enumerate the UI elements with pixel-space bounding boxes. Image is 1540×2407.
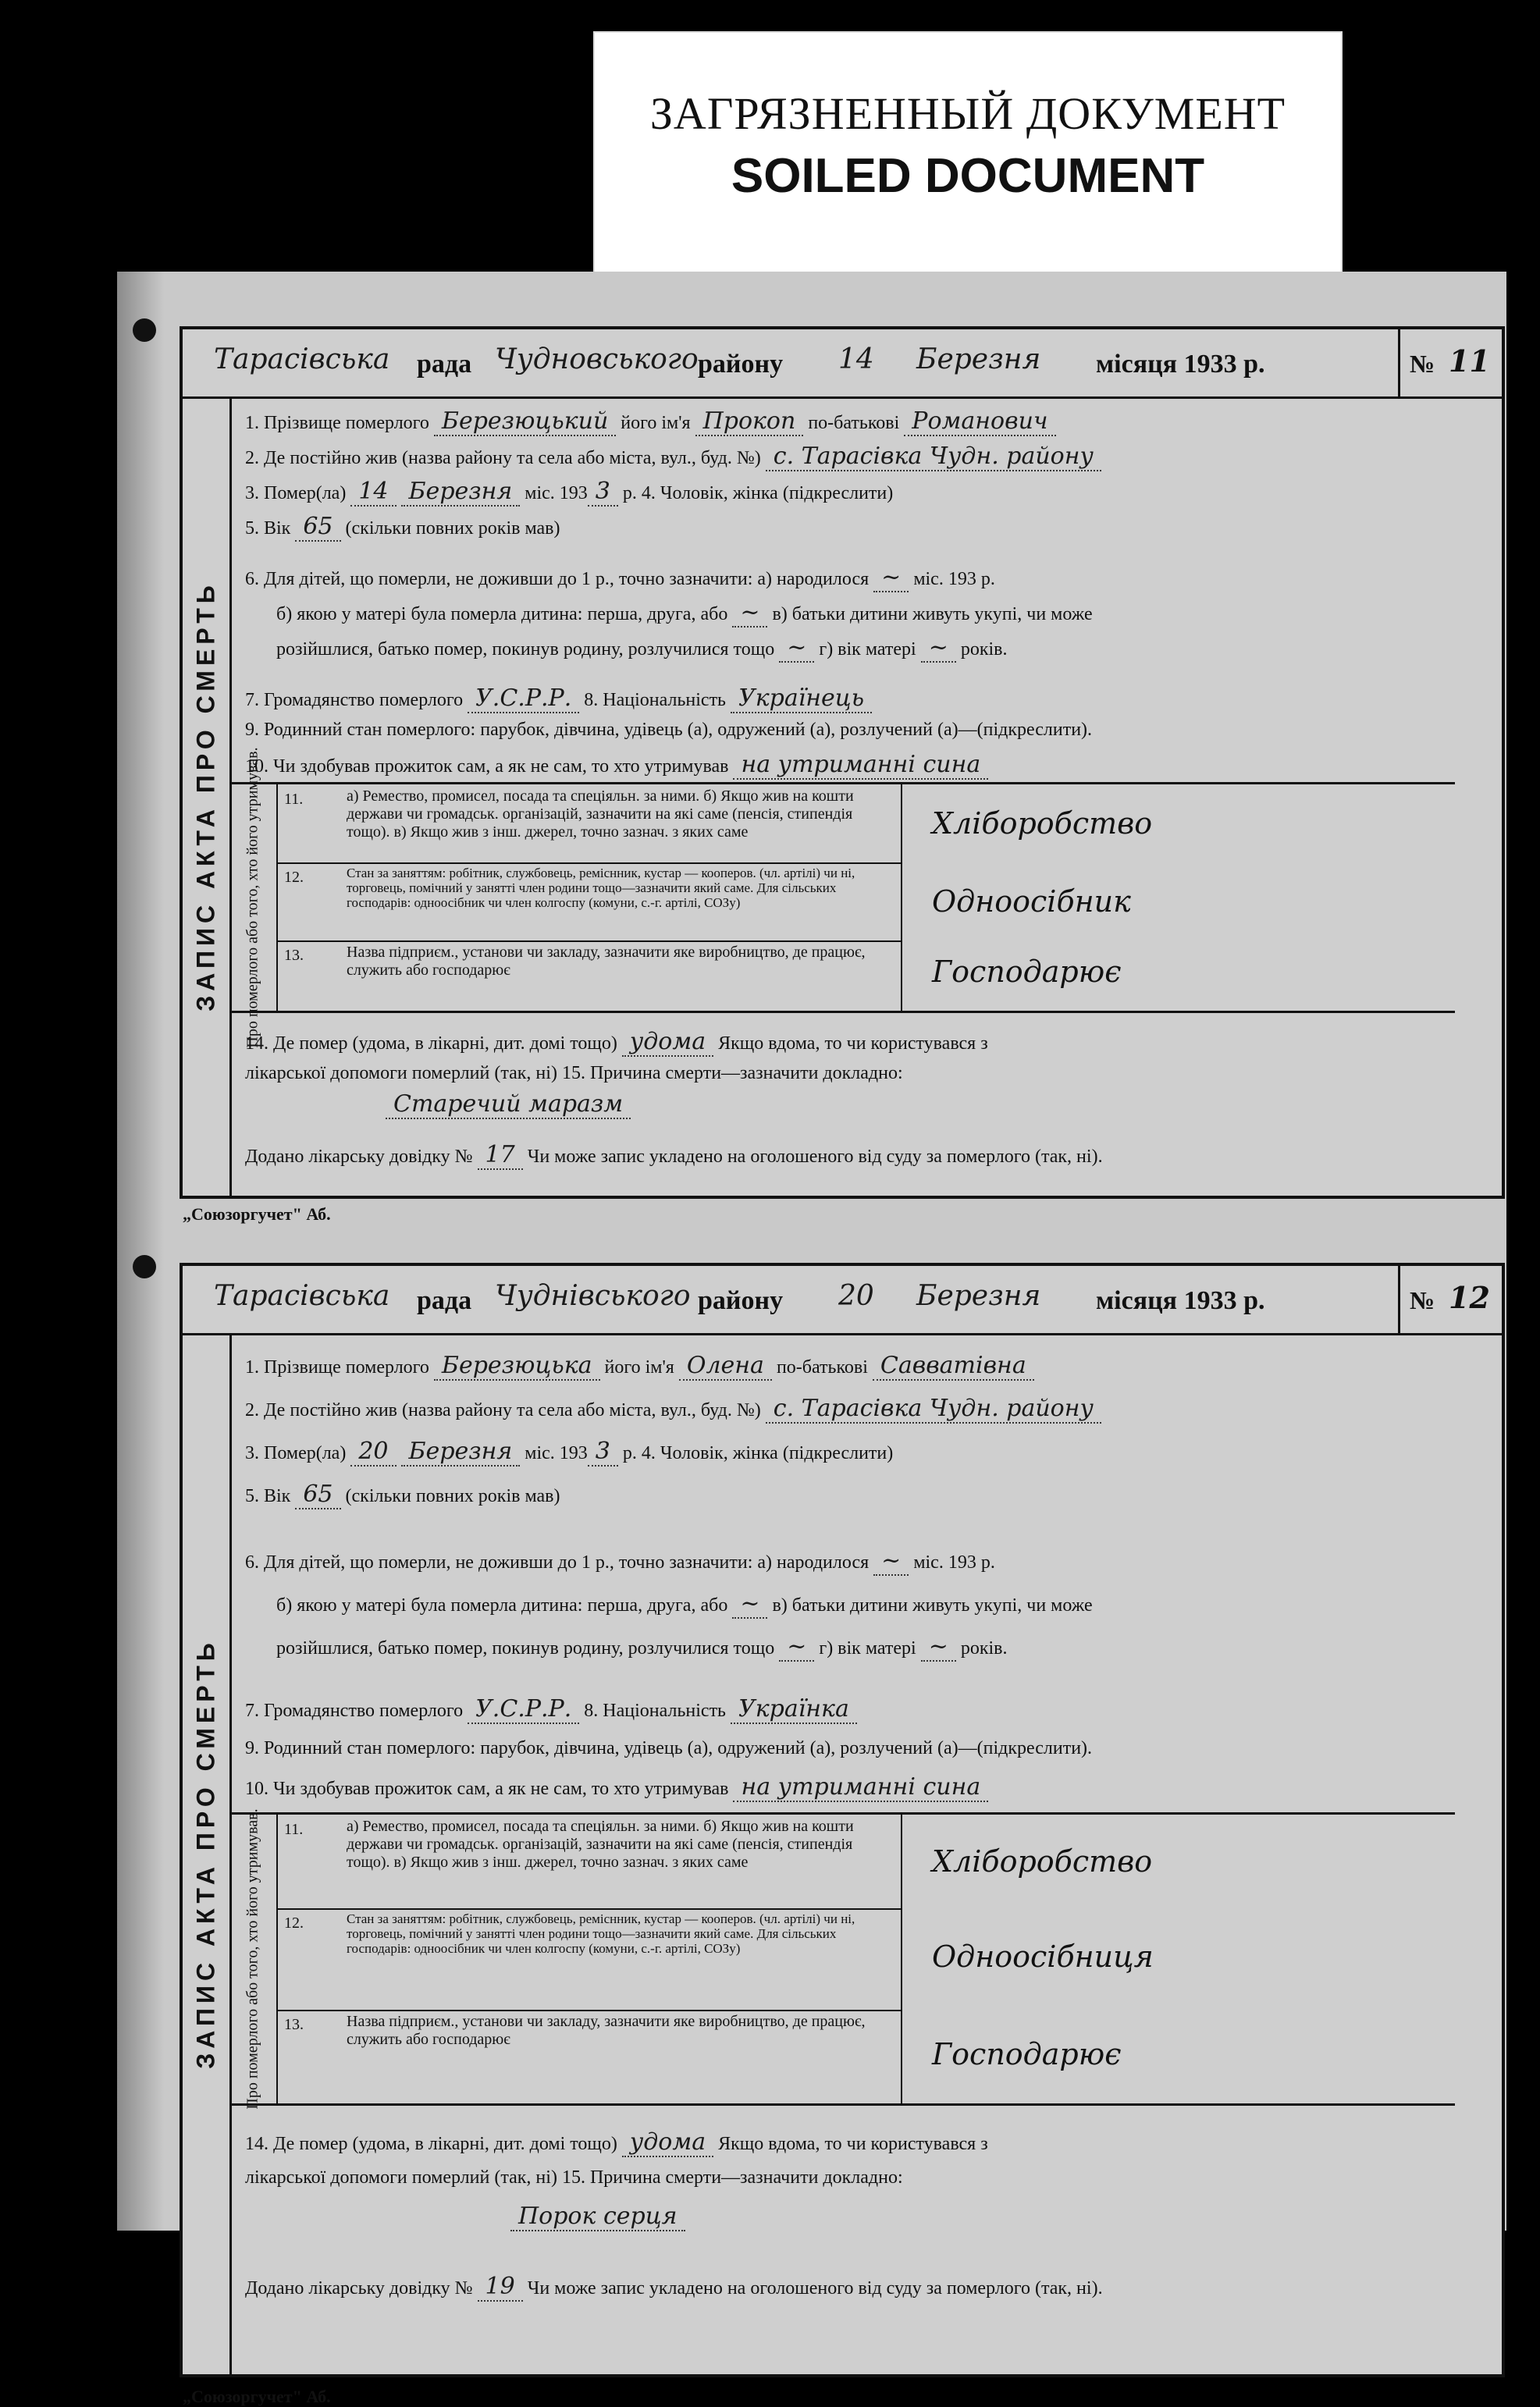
binder-hole	[133, 1255, 156, 1278]
row-citizenship: 7. Громадянство померлого У.С.Р.Р. 8. Національність Українка	[245, 1695, 857, 1724]
record-day: 14	[838, 343, 874, 375]
year-digit: 3	[588, 478, 618, 507]
row-support: 10. Чи здобував прожиток сам, а як не сам, то хто утримував на утриманні сина	[245, 1773, 988, 1802]
paper-edge	[117, 272, 164, 2231]
raion-label: району	[698, 350, 784, 379]
died-where: удома	[622, 2128, 713, 2157]
row-certificate: Додано лікарську довідку № 17 Чи може запис укладено на оголошеного від суду за померлого (так, ні).	[245, 1141, 1103, 1168]
record-header	[183, 329, 1502, 399]
row-name: 1. Прізвище померлого Березюцька його ім'я Олена по-батькові Савватівна	[245, 1352, 1034, 1381]
occupation-block: Про померлого або того, хто його утримував. 11. а) Ремество, промисел, посада та спеціяльн. за ними. б) Якщо жив на кошти держави чи громадськ. організацій, зазначити на які саме (пенсія, стипендія тощо). в) Якщо жив з інш. джерел, точно зазнач. з яких саме 12. Стан за заняттям: робітник, службовець, реміснник, кустар — кооперов. (чл. артілі) чи ні, торговець, помічний у занятті член родини тощо—зазначити який саме. Для сільських господарів: одноосібник чи член колгоспу (комуни, с.-г. артілі, СОЗу) 13. Назва підприєм., установи чи закладу, зазначити яке виробництво, де працює, служить або господарює Хліборобство Одноосібниця Господарює	[229, 1812, 1455, 2106]
record-number-box	[1398, 329, 1502, 396]
nationality: Українка	[731, 1695, 857, 1724]
binder-hole	[133, 318, 156, 342]
raion-name: Чуднівського	[495, 1280, 691, 1312]
record-number: 11	[1449, 343, 1490, 379]
certificate-number: 19	[478, 2273, 523, 2302]
supported-by: на утриманні сина	[733, 1773, 988, 1802]
row-marital: 9. Родинний стан померлого: парубок, дівчина, удівець (а), одружений (а), розлучений (а)—(підкреслити).	[245, 720, 1093, 740]
died-month: Березня	[401, 1438, 521, 1467]
number-label: №	[1410, 350, 1435, 378]
occupation-block: Про померлого або того, хто його утримував. 11. а) Ремество, промисел, посада та спеціяльн. за ними. б) Якщо жив на кошти держави чи громадськ. організацій, зазначити на які саме (пенсія, стипендія тощо). в) Якщо жив з інш. джерел, точно зазнач. з яких саме 12. Стан за заняттям: робітник, службовець, реміснник, кустар — кооперов. (чл. артілі) чи ні, торговець, помічний у занятті член родини тощо—зазначити який саме. Для сільських господарів: одноосібник чи член колгоспу (комуни, с.-г. артілі, СОЗу) 13. Назва підприєм., установи чи закладу, зазначити яке виробництво, де працює, служить або господарює Хліборобство Одноосібник Господарює	[229, 782, 1455, 1013]
first-name: Олена	[679, 1352, 772, 1381]
record-header	[183, 1266, 1502, 1335]
side-title: ЗАПИС АКТА ПРО СМЕРТЬ	[183, 396, 232, 1196]
occupation-value: Хліборобство	[932, 1844, 1153, 1879]
workplace-value: Господарює	[932, 2037, 1122, 2071]
row-cause	[510, 2203, 685, 2231]
printer-mark: „Союзоргучет" Аб.	[183, 2387, 331, 2406]
status-value: Одноосібник	[932, 884, 1131, 919]
record-number: 12	[1449, 1280, 1490, 1315]
row-certificate: Додано лікарську довідку № 19 Чи може запис укладено на оголошеного від суду за померлого (так, ні).	[245, 2273, 1103, 2300]
citizenship: У.С.Р.Р.	[468, 684, 579, 713]
rada-label: рада	[417, 350, 472, 379]
record-month: Березня	[916, 343, 1041, 375]
row-cause	[386, 1090, 631, 1119]
stamp-russian-text: ЗАГРЯЗНЕННЫЙ ДОКУМЕНТ	[649, 88, 1286, 139]
record-day: 20	[838, 1280, 874, 1312]
age: 65	[295, 1481, 340, 1509]
row-died-date: 3. Помер(ла) 14 Березня міс. 193 3 р. 4. Чоловік, жінка (підкреслити)	[245, 478, 894, 505]
residence: с. Тарасівка Чудн. району	[766, 1395, 1101, 1424]
row-child-born: 6. Для дітей, що померли, не доживши до 1 р., точно зазначити: а) народилося ~ міс. 193 р.	[245, 1547, 995, 1574]
document-page	[117, 272, 1506, 2406]
status-row: 12. Стан за заняттям: робітник, службовець, реміснник, кустар — кооперов. (чл. артілі) чи ні, торговець, помічний у занятті член родини тощо—зазначити який саме. Для сільських господарів: одноосібник чи член колгоспу (комуни, с.-г. артілі, СОЗу)	[276, 862, 901, 942]
death-record-card-2	[180, 1263, 1505, 2377]
row-child-parents: розійшлися, батько помер, покинув родину, розлучилися тощо ~ г) вік матері ~ років.	[276, 634, 1008, 661]
supported-by: на утриманні сина	[733, 751, 988, 780]
workplace-value: Господарює	[932, 955, 1122, 989]
occupation-value: Хліборобство	[932, 806, 1153, 841]
row-child-born: 6. Для дітей, що померли, не доживши до 1 р., точно зазначити: а) народилося ~ міс. 193 р.	[245, 564, 995, 591]
raion-name: Чудновського	[495, 343, 699, 375]
row-residence: 2. Де постійно жив (назва району та села або міста, вул., буд. №) с. Тарасівка Чудн. району	[245, 443, 1101, 471]
died-day: 20	[350, 1438, 396, 1467]
died-day: 14	[350, 478, 396, 507]
printer-mark: „Союзоргучет" Аб.	[183, 1204, 331, 1224]
row-died-where: 14. Де помер (удома, в лікарні, дит. домі тощо) удома Якщо вдома, то чи користувався з	[245, 2128, 988, 2156]
row-child-order: б) якою у матері була померла дитина: перша, друга, або ~ в) батьки дитини живуть укупі, чи може	[276, 1590, 1093, 1617]
row-citizenship: 7. Громадянство померлого У.С.Р.Р. 8. Національність Українець	[245, 684, 872, 713]
rada-label: рада	[417, 1286, 472, 1315]
occupation-row: 11. а) Ремество, промисел, посада та спеціяльн. за ними. б) Якщо жив на кошти держави чи громадськ. організацій, зазначити на які саме (пенсія, стипендія тощо). в) Якщо жив з інш. джерел, точно зазнач. з яких саме	[276, 784, 901, 864]
row-died-where: 14. Де помер (удома, в лікарні, дит. домі тощо) удома Якщо вдома, то чи користувався з	[245, 1028, 988, 1055]
row-marital: 9. Родинний стан померлого: парубок, дівчина, удівець (а), одружений (а), розлучений (а)—(підкреслити).	[245, 1738, 1093, 1758]
patronymic: Романович	[904, 407, 1055, 436]
raion-label: району	[698, 1286, 784, 1315]
status-value: Одноосібниця	[932, 1939, 1154, 1974]
first-name: Прокоп	[695, 407, 804, 436]
record-month: Березня	[916, 1280, 1041, 1312]
row-died-date: 3. Помер(ла) 20 Березня міс. 193 3 р. 4. Чоловік, жінка (підкреслити)	[245, 1438, 894, 1465]
nationality: Українець	[731, 684, 872, 713]
death-record-card-1	[180, 326, 1505, 1199]
year-digit: 3	[588, 1438, 618, 1467]
surname: Березюцька	[434, 1352, 600, 1381]
rada-name: Тарасівська	[214, 1280, 390, 1312]
died-where: удома	[622, 1028, 713, 1057]
row-child-parents: розійшлися, батько помер, покинув родину, розлучилися тощо ~ г) вік матері ~ років.	[276, 1633, 1008, 1660]
certificate-number: 17	[478, 1141, 523, 1170]
row-age: 5. Вік 65 (скільки повних років мав)	[245, 513, 560, 540]
surname: Березюцький	[434, 407, 616, 436]
occupation-row: 11. а) Ремество, промисел, посада та спеціяльн. за ними. б) Якщо жив на кошти держави чи громадськ. організацій, зазначити на які саме (пенсія, стипендія тощо). в) Якщо жив з інш. джерел, точно зазнач. з яких саме	[276, 1815, 901, 1910]
soiled-document-label	[593, 31, 1343, 281]
workplace-row: 13. Назва підприєм., установи чи закладу, зазначити яке виробництво, де працює, служить або господарює	[284, 944, 866, 979]
stamp-english-text: SOILED DOCUMENT	[731, 149, 1205, 203]
workplace-row: 13. Назва підприєм., установи чи закладу, зазначити яке виробництво, де працює, служить або господарює	[284, 2013, 866, 2048]
row-age: 5. Вік 65 (скільки повних років мав)	[245, 1481, 560, 1508]
died-month: Березня	[401, 478, 521, 507]
cause-of-death: Порок серця	[510, 2203, 685, 2231]
month-label: місяця 1933 р.	[1096, 350, 1265, 379]
status-row: 12. Стан за заняттям: робітник, службовець, реміснник, кустар — кооперов. (чл. артілі) чи ні, торговець, помічний у занятті член родини тощо—зазначити який саме. Для сільських господарів: одноосібник чи член колгоспу (комуни, с.-г. артілі, СОЗу)	[276, 1908, 901, 2011]
residence: с. Тарасівка Чудн. району	[766, 443, 1101, 471]
rada-name: Тарасівська	[214, 343, 390, 375]
patronymic: Савватівна	[873, 1352, 1034, 1381]
record-number-box	[1398, 1266, 1502, 1333]
row-cause-label: лікарської допомоги померлий (так, ні) 15. Причина смерти—зазначити докладно:	[245, 2167, 903, 2188]
citizenship: У.С.Р.Р.	[468, 1695, 579, 1724]
row-support: 10. Чи здобував прожиток сам, а як не сам, то хто утримував на утриманні сина	[245, 751, 988, 780]
month-label: місяця 1933 р.	[1096, 1286, 1265, 1315]
row-child-order: б) якою у матері була померла дитина: перша, друга, або ~ в) батьки дитини живуть укупі, чи може	[276, 599, 1093, 626]
row-name: 1. Прізвище померлого Березюцький його ім'я Прокоп по-батькові Романович	[245, 407, 1056, 436]
number-label: №	[1410, 1286, 1435, 1314]
row-residence: 2. Де постійно жив (назва району та села або міста, вул., буд. №) с. Тарасівка Чудн. району	[245, 1395, 1101, 1424]
age: 65	[295, 513, 340, 542]
cause-of-death: Старечий маразм	[386, 1090, 631, 1119]
row-cause-label: лікарської допомоги померлий (так, ні) 15. Причина смерти—зазначити докладно:	[245, 1063, 903, 1083]
side-title: ЗАПИС АКТА ПРО СМЕРТЬ	[183, 1333, 232, 2374]
